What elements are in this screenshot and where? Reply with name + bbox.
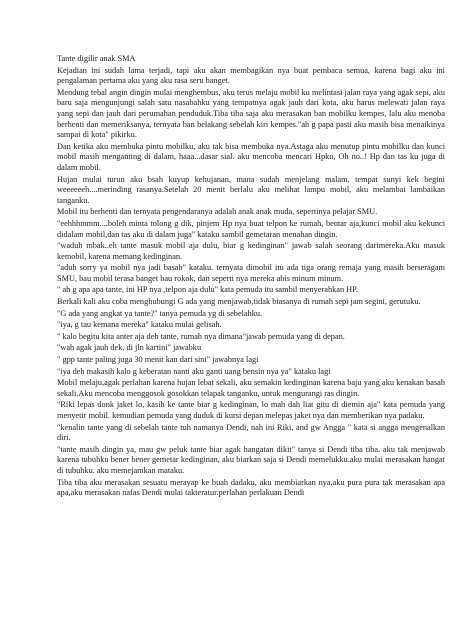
document-title: Tante digilir anak SMA: [57, 54, 136, 63]
paragraph: "waduh mbak..eh tante masuk mobil aja dulu, biar g kedinginan" jawab salah seorang darimereka.Aku masuk kemobil, karena memang kedinginan.: [57, 241, 445, 261]
paragraph: Dan ketika aku membuka pintu mobilku, aku tak bisa membuka nya.Astaga aku menutup pintu mobilku dan kunci mobil masih menganting di dalam, haaa...dasar sial. aku mencoba mencari Hpku, Oh no..! Hp dan tas ku juga di dalam mobil.: [57, 141, 445, 172]
paragraph: " ah g apa apa tante, ini HP nya ,telpon aja dulu" kata pemuda itu sambil menyerahkan HP.: [57, 285, 358, 295]
paragraph: Berkali kali aku coba menghubungi G ada yang menjawab,tidak biasanya di rumah sepi jam segini, gerutuku.: [57, 297, 421, 307]
paragraph: "Riki lepas donk jaket lo, kasih ke tante biar g kedinginan, lo mah dah liat gitu di diemin aja" kata pemuda yang menyetir mobil. kemudian pemuda yang duduk di kursi depan melepas jaket nya dan memberikan nya padaku.: [57, 400, 445, 420]
paragraph: Mendung tebal angin dingin mulai menghembus, aku terus melaju mobil ku melintasi jalan raya yang agak sepi, aku baru saja mengunjungi salah satu nasabahku yang tempatnya agak jauh dari kota, aku harus melewati jalan raya yang sepi dan jauh dari perumahan penduduk.Tiba tiba saja aku merasakan ban mobilku kempes, lalu aku menoba berhenti dan memeriksanya, ternyata ban belakang sebelah kiri kempes."ah g papa pasti aku masih bisa menaikinya sampai di kota" pikirku.: [57, 87, 445, 140]
paragraph: "G ada yang angkat ya tante?" tanya pemuda yg di sebelahku.: [57, 308, 263, 318]
paragraph: "iya deh makasih kalo g keberatan nanti aku ganti uang bensin nya ya" kataku lagi: [57, 366, 331, 376]
paragraph: " kalo begitu kita anter aja deh tante, rumah nya dimana"jawab pemuda yang di depan.: [57, 331, 345, 341]
paragraph: "kenalin tante yang di sebelah tante tuh namanya Dendi, nah ini Riki, and gw Angga " kata si angga mengenalkan diri.: [57, 422, 445, 443]
paragraph: "iya, g tau kemana mereka" kataku mulai gelisah.: [57, 320, 222, 330]
paragraph: Mobil melaju,agak perlahan karena hujan lebat sekali, aku semakin kedinginan karena baju yang aku kenakan basah sekali.Aku mencoba menggosok gosokkan telapak tanganku, untuk mengurangi ras dingin.: [57, 378, 445, 398]
paragraph: "tante masih dingin ya, mau gw peluk tante biar agak hangatan dikit" tanya si Dendi tiba tiba. aku tak menjawab karena tubuhku bener bener gemetar kedinginan, aku biarkan saja si Dendi memelukku.aku mulai merasakan hangat di tubuhku. aku memejamkan mataku.: [57, 444, 445, 475]
paragraph: Tiba tiba aku merasakan sesuatu merayap ke buah dadaku, aku membiarkan nya,aku pura pura tak merasakan apa apa,aku merasakan nafas Dendi mulai takteratur.perlahan perlakuan Dendi: [57, 477, 445, 498]
paragraph: "eehhhmmm....boleh minta tolong g dik, pinjem Hp nya buat telpon ke rumah, bentar aja,kunci mobil aku kekunci didalam mobil,dan tas aku di dalam juga" kataku sambil gemetaran menahan dingin.: [57, 218, 445, 239]
paragraph: Mobil itu berhenti dan ternyata pengendaranya adalah anak anak muda, sepertinya pelajar SMU.: [57, 207, 378, 217]
paragraph: Hujan mulai turun aku bsah kuyup kehujanan, mana sudah menjelang malam, tempat sunyi kek begini weeeeeeh....merinding rasanya.Setelah 20 menit berlalu aku melihat lampu mobil, aku melambai lambaikan tanganku.: [57, 174, 445, 205]
paragraph: "wah agak jauh dek, di jln kartini" jawabku: [57, 343, 202, 353]
paragraph: " gpp tante paling juga 30 menit kan dari sini" jawabnya lagi: [57, 355, 259, 365]
paragraph: Kejadian ini sudah lama terjadi, tapi aku akan membagikan nya buat pembaca semua, karena bagi aku ini pengalaman pertama aku yang aku rasa seru banget.: [57, 65, 445, 86]
paragraph: "aduh sorry ya mobil nya jadi basah" kataku. ternyata dimobil itu ada tiga orang remaja yang masih berseragam SMU, bau mobil terasa banget bau rokok, dan seperti nya mereka abis minum minum.: [57, 263, 445, 283]
